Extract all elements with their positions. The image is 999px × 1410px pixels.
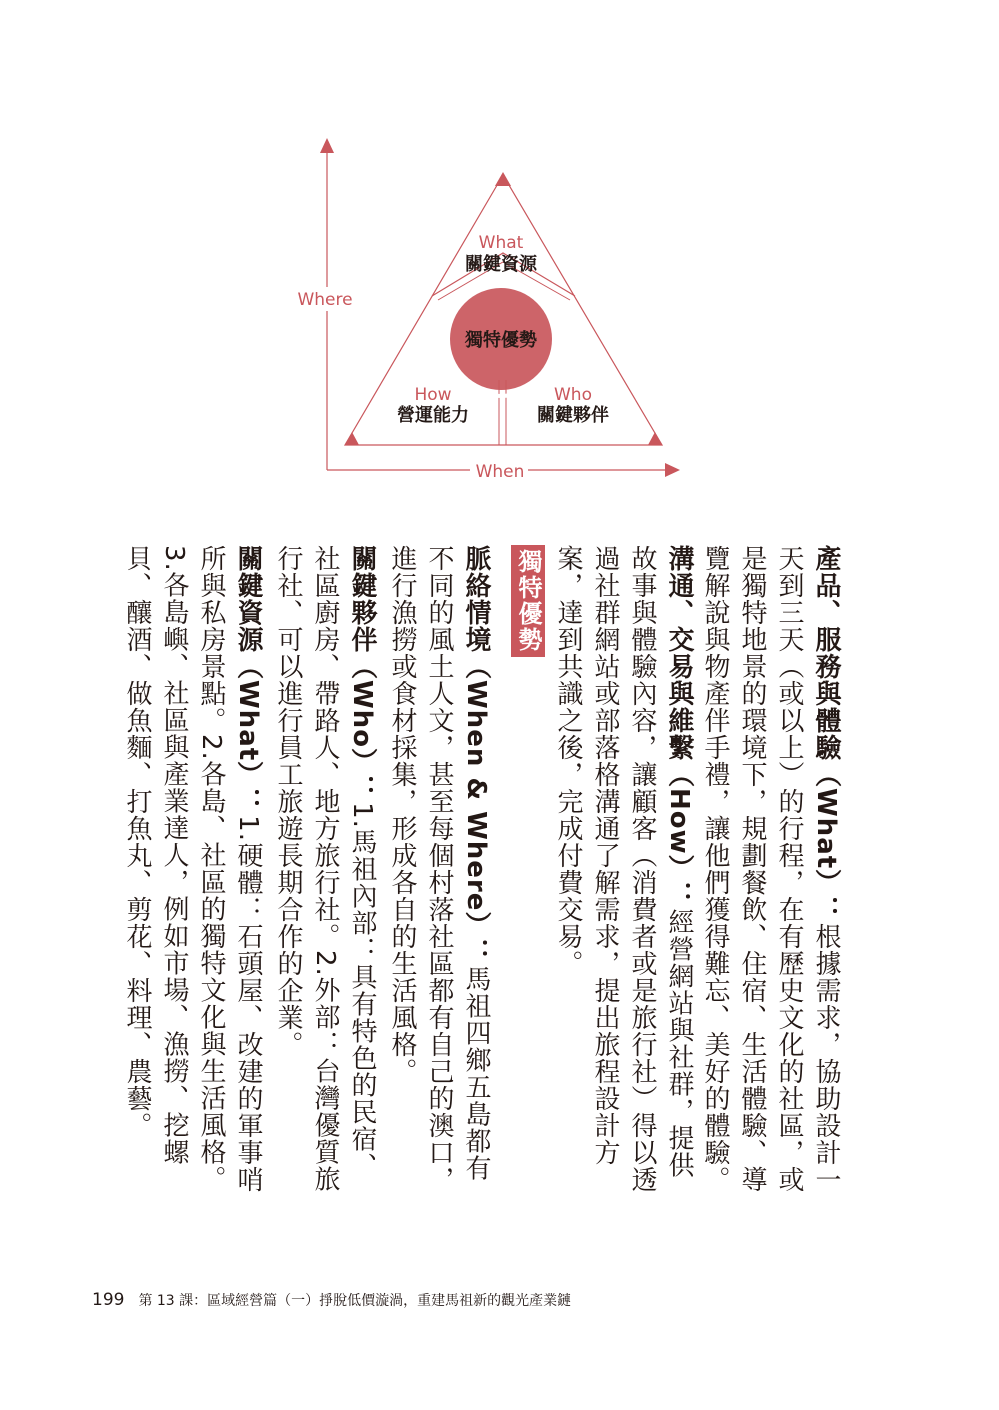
text-resources: 1.硬體：石頭屋、改建的軍事哨所與私房景點。2.各島、社區的獨特文化與生活風格。3.各島嶼、社區與產業達人，例如市場、漁撈、挖螺貝、釀酒、做魚麵、打魚丸、剪花、料理、農藝。 [122,545,263,1193]
x-axis-arrow [665,463,680,477]
paragraph-product [700,545,844,1205]
corner-marker-left [345,432,359,445]
top-label-en: What [478,233,524,253]
left-label-en: How [414,385,452,405]
section-tag: 獨特優勢 [511,545,545,657]
chapter-title: 第 13 課：區域經營篇（一）掙脫低價漩渦，重建馬祖新的觀光產業鏈 [138,1293,572,1309]
paragraph-communication [553,545,697,1205]
term-product: 產品、服務與體驗（What）： [811,545,841,924]
page-number: 199 [92,1290,125,1310]
axis-x-label: When [475,462,525,482]
paragraph-context [387,545,494,1205]
right-label-en: Who [554,385,592,405]
left-label-zh: 營運能力 [397,405,469,426]
right-label-zh: 關鍵夥伴 [537,405,609,426]
text-context: 馬祖四鄉五島都有不同的風土人文，甚至每個村落社區都有自己的澳口，進行漁撈或食材採集，形成各自的生活風格。 [387,545,491,1193]
center-label: 獨特優勢 [465,330,537,351]
text-partners: 1.馬祖內部：具有特色的民宿、社區廚房、帶路人、地方旅行社。2.外部：台灣優質旅行社、可以進行員工旅遊長期合作的企業。 [273,545,377,1193]
corner-marker-right [648,432,662,445]
text-product: 根據需求，協助設計一天到三天（或以上）的行程，在有歷史文化的社區，或是獨特地景的環境下，規劃餐飲、住宿、生活體驗、導覽解說與物產伴手禮，讓他們獲得難忘、美好的體驗。 [700,545,841,1194]
paragraph-resources [122,545,266,1205]
paragraph-partners [273,545,380,1205]
page-footer [92,1290,571,1310]
corner-marker-top [495,172,511,186]
y-axis-arrow [320,138,334,153]
top-label-zh: 關鍵資源 [465,254,537,275]
axis-y-label: Where [297,290,353,310]
text-communication: 經營網站與社群，提供故事與體驗內容，讓顧客（消費者或是旅行社）得以透過社群網站或部落格溝通了解需求，提出旅程設計方案，達到共識之後，完成付費交易。 [553,545,694,1193]
term-resources: 關鍵資源（What）： [233,545,263,816]
term-context: 脈絡情境（When & Where）： [461,545,491,966]
unique-advantage-diagram [0,0,999,520]
term-partners: 關鍵夥伴（Who）： [347,545,377,803]
term-communication: 溝通、交易與維繫（How）： [664,545,694,909]
